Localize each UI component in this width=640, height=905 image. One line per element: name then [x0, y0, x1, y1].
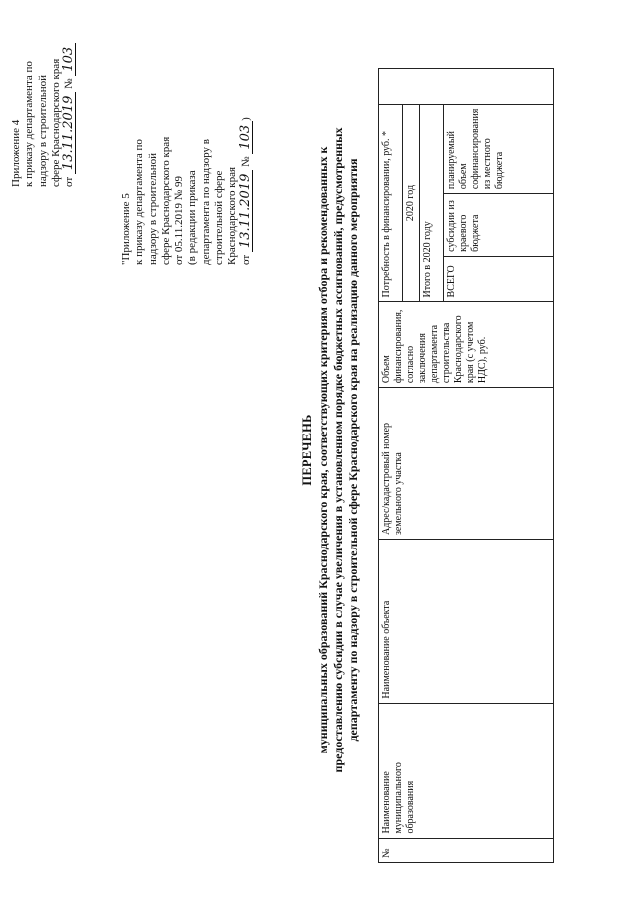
appendix-5-header	[120, 117, 253, 265]
handwritten-number: 103	[240, 121, 253, 154]
appendix-5-line: департамента по надзору в	[199, 139, 212, 265]
handwritten-date: 13.11.2019	[240, 170, 253, 252]
handwritten-number: 103	[63, 43, 76, 76]
list-title-block	[300, 55, 361, 845]
col-local-header: планируемый объем софинансирования из местного бюджета	[444, 104, 554, 194]
col-total-header: ВСЕГО	[444, 256, 554, 302]
appendix-4-title: Приложение 4	[10, 119, 22, 187]
col-address-header: Адрес/кадастровый номер земельного участка	[379, 388, 554, 540]
appendix-5-line: надзору в строительной	[146, 152, 159, 265]
appendix-5-date-line: от 13.11.2019 № 103)	[237, 117, 253, 265]
appendix-4-header	[10, 43, 76, 187]
municipalities-table	[378, 68, 554, 863]
appendix-4-line: надзору в строительной	[36, 74, 49, 187]
handwritten-date: 13.11.2019	[63, 92, 76, 174]
appendix-5-title: "Приложение 5	[120, 193, 132, 265]
appendix-4-date-line	[63, 43, 76, 187]
appendix-4-line: к приказу департамента по	[23, 61, 36, 187]
list-subtitle-line: муниципальных образований Краснодарского края, соответствующих критериям отбора и рекомендованных к	[315, 146, 330, 754]
list-subtitle-line: предоставлению субсидии в случае увеличения в установленном порядке бюджетных ассигнований, предусмотренных	[330, 127, 345, 773]
col-object-header: Наименование объекта	[379, 540, 554, 704]
col-municipality-header: Наименование муниципального образования	[379, 703, 554, 838]
year-header: 2020 год	[403, 104, 420, 302]
list-subtitle-line: департаменту по надзору в строительной сфере Краснодарского края на реализацию данного мероприятия	[345, 158, 360, 742]
from-label: от	[63, 176, 76, 187]
col-number-header: №	[379, 838, 554, 862]
appendix-4-line: сфере Краснодарского края	[49, 58, 62, 187]
appendix-5-line: строительной сфере	[213, 170, 226, 265]
number-sign: №	[239, 156, 252, 167]
appendix-5-line: сфере Краснодарского края	[159, 136, 172, 265]
table-header-row	[379, 69, 403, 863]
appendix-5-line: от 05.11.2019 № 99	[173, 176, 186, 265]
number-sign: №	[63, 78, 76, 89]
appendix-5-line: к приказу департамента по	[133, 139, 146, 265]
appendix-5-line: Краснодарского края	[226, 166, 239, 265]
spacer-cell	[379, 69, 554, 105]
col-regional-header: субсидии из краевого бюджета	[444, 194, 554, 257]
total-2020-header: Итого в 2020 году	[420, 104, 444, 302]
col-volume-header: Объем финансирования, согласно заключения департамента строительства Краснодарского края (с учетом НДС), руб.	[379, 302, 554, 388]
from-label: от	[239, 254, 252, 265]
list-heading: ПЕРЕЧЕНЬ	[300, 414, 314, 486]
col-need-header: Потребность в финансировании, руб. *	[379, 104, 403, 302]
appendix-5-line: (в редакции приказа	[186, 170, 199, 265]
